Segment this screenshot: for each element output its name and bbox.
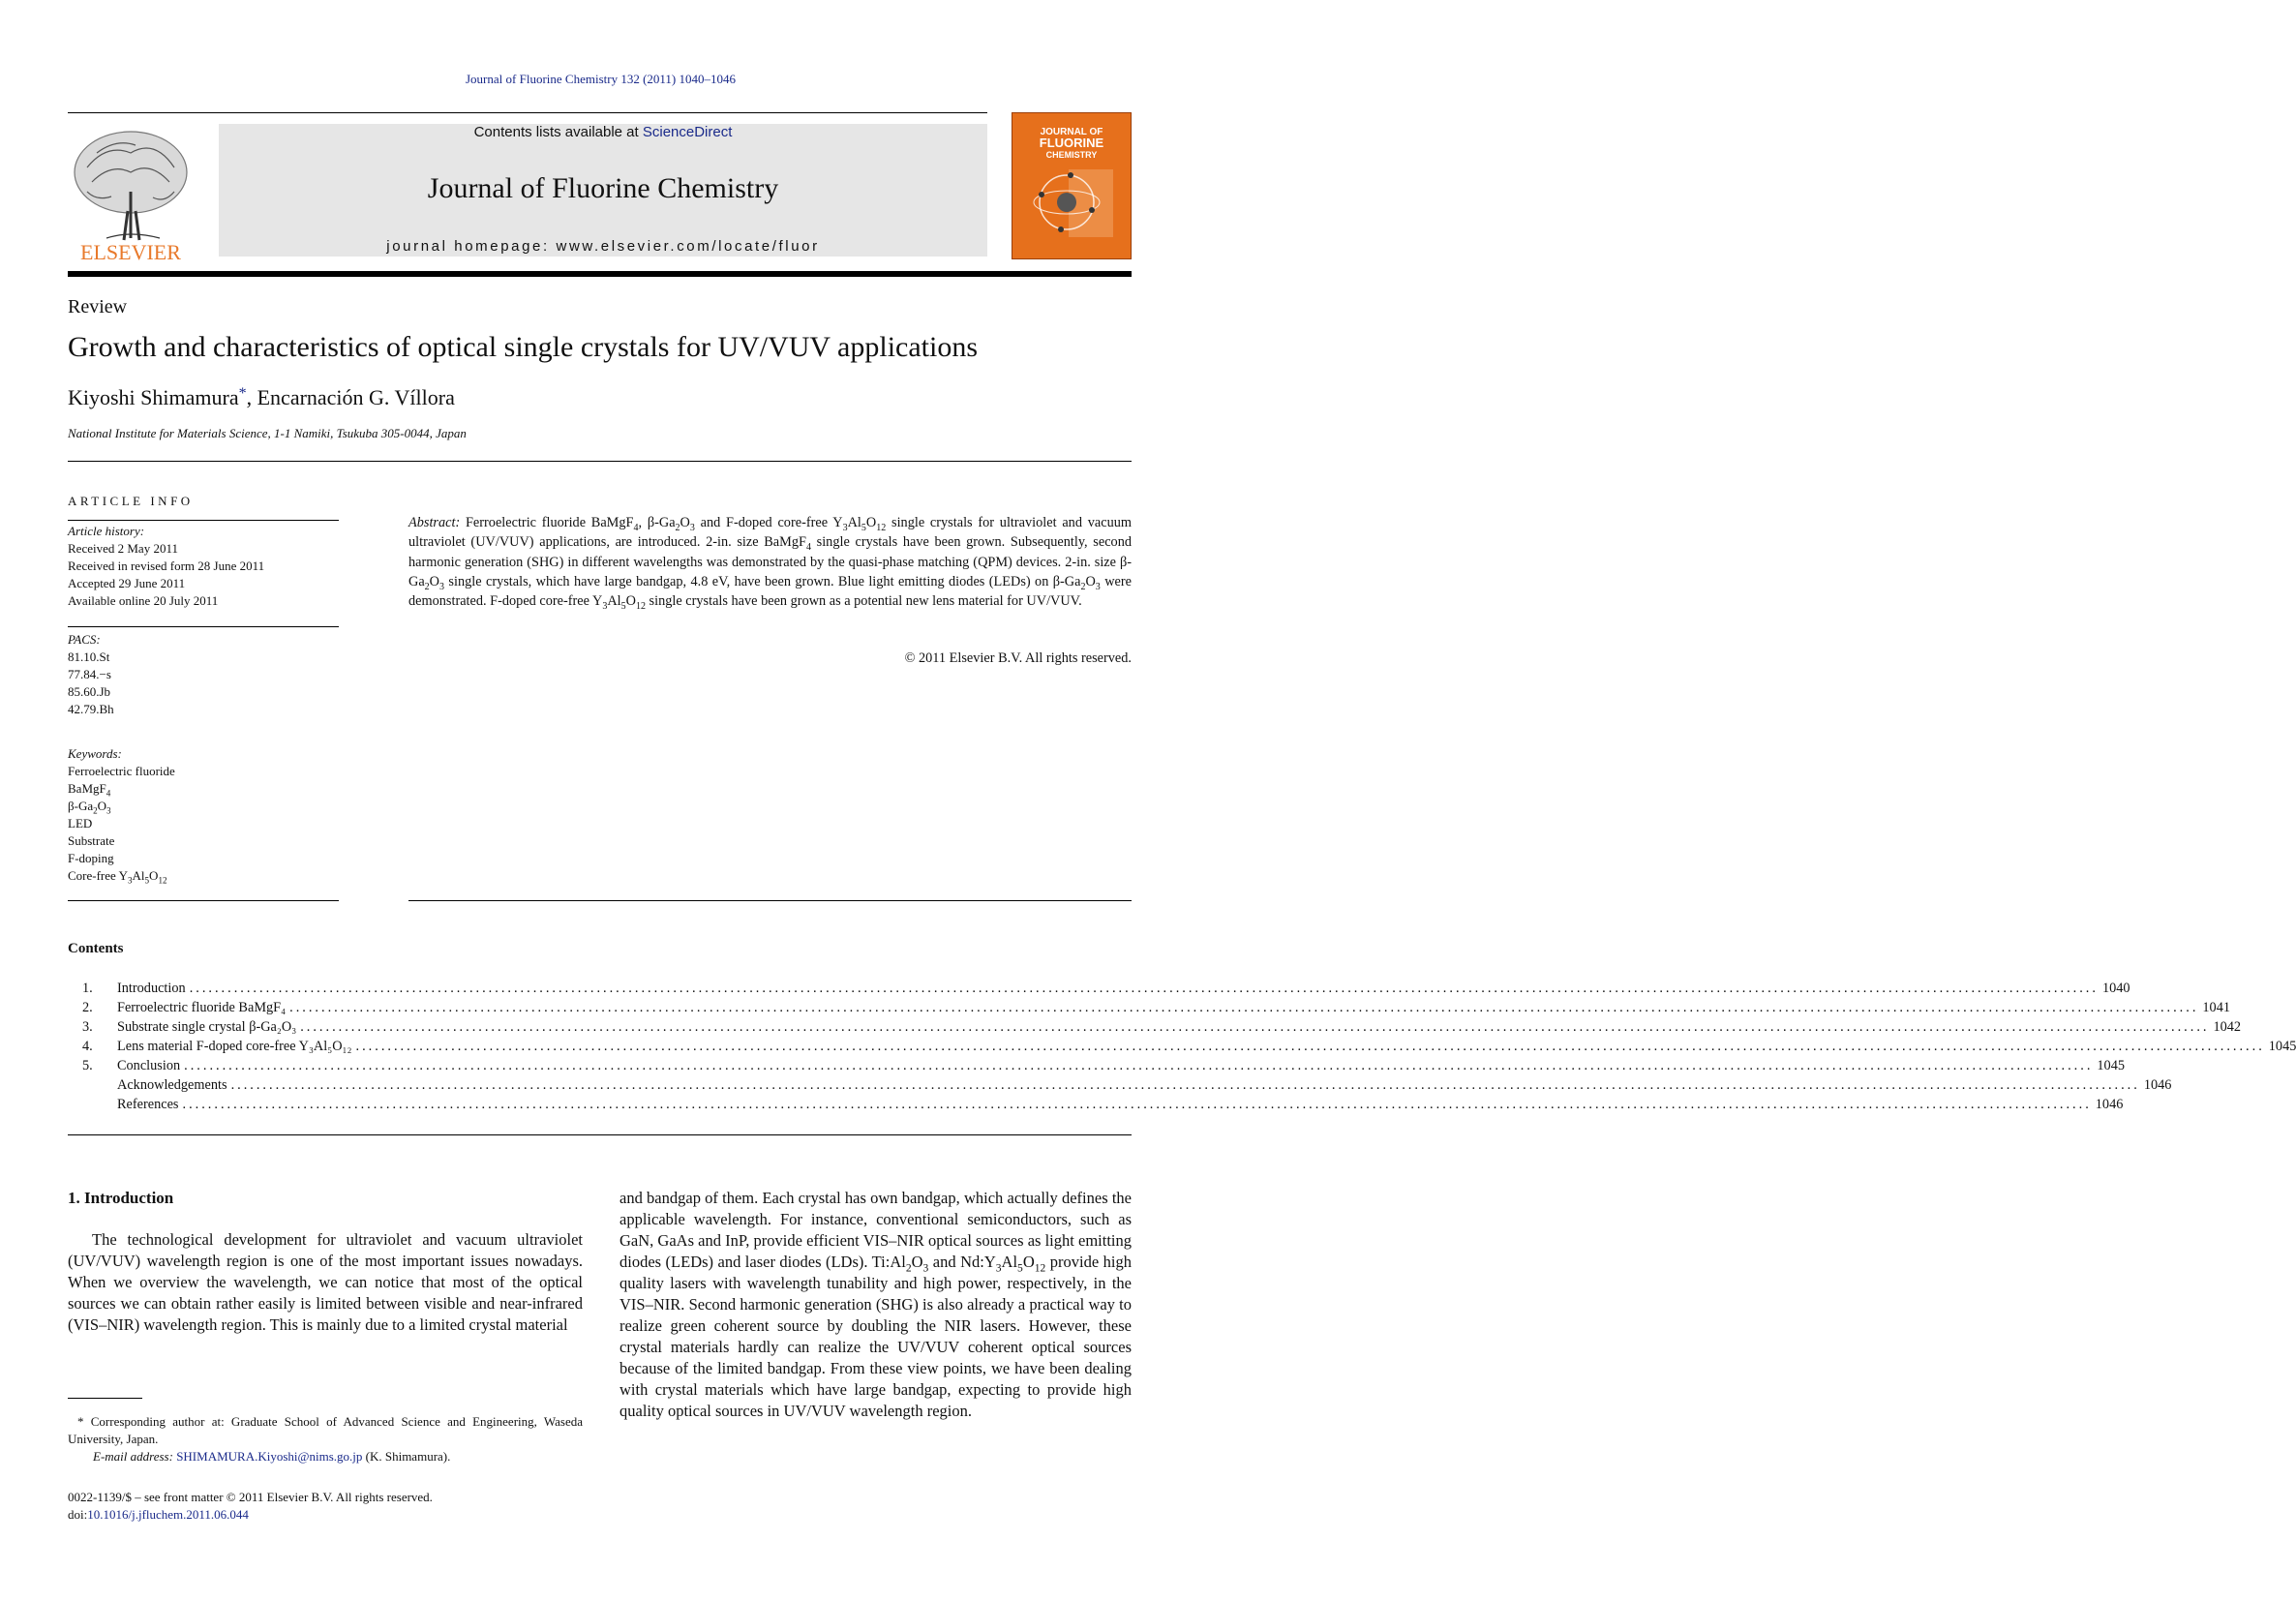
author-list <box>68 385 455 410</box>
keyword-list <box>68 745 175 885</box>
toc-entry[interactable] <box>68 1037 2296 1056</box>
toc-title[interactable]: Conclusion <box>117 1058 181 1073</box>
toc-entry[interactable] <box>68 979 2130 998</box>
toc-number: 1. <box>82 981 93 996</box>
body-paragraph: The technological development for ultraviolet and vacuum ultraviolet (UV/VUV) wavelength region is one of the most important issues nowadays. When we overview the wavelength, we can notice that most of the optical sources we can obtain rather easily is limited between visible and near-infrared (VIS–NIR) wavelength region. This is mainly due to a limited crystal material <box>68 1230 583 1334</box>
abstract-copyright: © 2011 Elsevier B.V. All rights reserved. <box>904 650 1132 666</box>
svg-text:ELSEVIER: ELSEVIER <box>80 240 181 264</box>
journal-cover-art <box>1012 113 1131 258</box>
pacs-list <box>68 631 114 718</box>
svg-text:JOURNAL OF: JOURNAL OF <box>1040 127 1103 137</box>
toc-page: 1040 <box>2101 981 2130 996</box>
pacs-item: 81.10.St <box>68 649 110 664</box>
sciencedirect-link[interactable]: ScienceDirect <box>642 124 733 140</box>
divider <box>68 900 339 901</box>
toc-title[interactable]: References <box>117 1097 179 1112</box>
journal-cover-image <box>1012 112 1132 259</box>
history-item: Received in revised form 28 June 2011 <box>68 559 265 573</box>
toc-entry[interactable] <box>68 1095 2124 1114</box>
divider <box>68 626 339 627</box>
journal-homepage[interactable]: journal homepage: www.elsevier.com/locate/fluor <box>386 238 820 255</box>
article-history <box>68 523 264 610</box>
contents-heading: Contents <box>68 941 124 956</box>
toc-number: 4. <box>82 1039 93 1054</box>
issn-line: 0022-1139/$ – see front matter © 2011 Elsevier B.V. All rights reserved. <box>68 1490 433 1504</box>
pacs-label: PACS: <box>68 632 101 647</box>
keyword-item: BaMgF$_4$ <box>68 781 111 799</box>
toc-leader: ............................................................................................................................................................................................................................................................................................................ <box>300 1019 2210 1035</box>
abstract-label: Abstract: <box>408 515 461 530</box>
contents-availability: Contents lists available at ScienceDirect <box>473 124 733 140</box>
divider <box>68 461 1132 462</box>
toc-number: 2. <box>82 1000 93 1015</box>
svg-text:FLUORINE: FLUORINE <box>1039 136 1104 150</box>
keyword-item: Ferroelectric fluoride <box>68 764 175 778</box>
affiliation: National Institute for Materials Science, 1-1 Namiki, Tsukuba 305-0044, Japan <box>68 426 467 440</box>
toc-title[interactable]: Substrate single crystal β-Ga₂O₃ <box>117 1019 297 1035</box>
author-name: Kiyoshi Shimamura <box>68 385 239 409</box>
toc-title[interactable]: Introduction <box>117 981 186 996</box>
body-paragraph: and bandgap of them. Each crystal has own bandgap, which actually defines the applicable wavelength. For instance, conventional semiconductors, such as GaN, GaAs and InP, provide efficient VIS–NIR optical sources as light emitting diodes (LEDs) and laser diodes (LDs). $Ti:Al_2O_3$ and $Nd:Y_3Al_5O_{12}$ provide high quality lasers with wavelength tunability and high power, respectively, in the VIS–NIR. Second harmonic generation (SHG) is also already a practical way to realize green coherent source by doubling the NIR lasers. However, these crystal materials hardly can realize the UV/VUV coherent optical sources because of the limited bandgap. From these view points, we have been dealing with crystal materials which have large bandgap, expecting to provide high quality optical sources in UV/VUV wavelength region. <box>619 1189 1132 1420</box>
toc-leader: ............................................................................................................................................................................................................................................................................................................ <box>189 981 2099 996</box>
email-line: E-mail address: SHIMAMURA.Kiyoshi@nims.go.jp (K. Shimamura). <box>93 1449 451 1464</box>
toc-number: 5. <box>82 1058 93 1073</box>
table-of-contents <box>68 979 2296 1114</box>
elsevier-tree-icon <box>68 124 194 262</box>
toc-page: 1041 <box>2202 1000 2230 1015</box>
toc-title[interactable]: Ferroelectric fluoride BaMgF₄ <box>117 1000 287 1015</box>
journal-banner <box>219 124 987 257</box>
keyword-item: Substrate <box>68 833 115 848</box>
history-label: Article history: <box>68 524 145 538</box>
footnote <box>68 1413 583 1465</box>
toc-entry[interactable] <box>68 998 2230 1017</box>
toc-entry[interactable] <box>68 1017 2242 1037</box>
header-rule <box>68 112 987 113</box>
toc-entry[interactable] <box>68 1075 2172 1095</box>
history-item: Accepted 29 June 2011 <box>68 576 186 590</box>
header-thick-rule <box>68 271 1132 277</box>
toc-leader: ............................................................................................................................................................................................................................................................................................................ <box>184 1058 2094 1073</box>
toc-leader: ............................................................................................................................................................................................................................................................................................................ <box>230 1077 2140 1093</box>
toc-title[interactable]: Lens material F-doped core-free Y₃Al₅O₁₂ <box>117 1039 352 1054</box>
keywords-label: Keywords: <box>68 746 122 761</box>
pacs-item: 77.84.−s <box>68 667 111 681</box>
history-item: Available online 20 July 2011 <box>68 593 219 608</box>
article-title: Growth and characteristics of optical single crystals for UV/VUV applications <box>68 331 979 363</box>
pacs-item: 42.79.Bh <box>68 702 114 716</box>
toc-page: 1046 <box>2095 1097 2124 1112</box>
keyword-item: LED <box>68 816 93 831</box>
svg-text:CHEMISTRY: CHEMISTRY <box>1045 150 1098 160</box>
toc-leader: ............................................................................................................................................................................................................................................................................................................ <box>355 1039 2265 1054</box>
keyword-item: $\beta-Ga_2O_3$ <box>68 799 111 816</box>
journal-title: Journal of Fluorine Chemistry <box>427 172 779 204</box>
section-heading: 1. Introduction <box>68 1189 174 1207</box>
toc-page: 1046 <box>2143 1077 2172 1093</box>
history-item: Received 2 May 2011 <box>68 541 178 556</box>
doi-line: doi:10.1016/j.jfluchem.2011.06.044 <box>68 1507 249 1522</box>
corresponding-author-marker[interactable]: * <box>238 385 247 402</box>
journal-citation[interactable]: Journal of Fluorine Chemistry 132 (2011) 1040–1046 <box>466 72 736 86</box>
front-matter <box>68 1489 433 1524</box>
divider <box>68 520 339 521</box>
doi-link[interactable]: 10.1016/j.jfluchem.2011.06.044 <box>87 1507 249 1522</box>
toc-leader: ............................................................................................................................................................................................................................................................................................................ <box>289 1000 2199 1015</box>
divider <box>68 1134 1132 1135</box>
toc-title[interactable]: Acknowledgements <box>117 1077 227 1093</box>
toc-entry[interactable] <box>68 1056 2125 1075</box>
author-name: , Encarnación G. Víllora <box>246 385 455 409</box>
abstract-text: Abstract: Ferroelectric fluoride BaMgF$_4$, $\beta-Ga_2O_3$ and F-doped core-free $Y_3Al_5O_{12}$ single crystals for ultraviolet and vacuum ultraviolet (UV/VUV) applications, are introduced. 2-in. size BaMgF$_4$ single crystals have been grown. Subsequently, second harmonic generation (SHG) in different wavelengths was demonstrated by the quasi-phase matching (QPM) devices. 2-in. size $\beta-Ga_2O_3$ single crystals, which have large bandgap, 4.8 eV, have been grown. Blue light emitting diodes (LEDs) on $\beta-Ga_2O_3$ were demonstrated. F-doped core-free $Y_3Al_5O_{12}$ single crystals have been grown as a potential new lens material for UV/VUV. <box>408 515 1132 613</box>
divider <box>408 900 1132 901</box>
toc-page: 1045 <box>2268 1039 2296 1054</box>
keyword-item: Core-free $Y_3Al_5O_{12}$ <box>68 868 167 886</box>
author-email-link[interactable]: SHIMAMURA.Kiyoshi@nims.go.jp <box>176 1449 363 1464</box>
article-type: Review <box>68 296 128 317</box>
toc-page: 1042 <box>2213 1019 2242 1035</box>
keyword-item: F-doping <box>68 851 114 865</box>
toc-number: 3. <box>82 1019 93 1035</box>
article-info-heading: ARTICLE INFO <box>68 494 194 508</box>
toc-leader: ............................................................................................................................................................................................................................................................................................................ <box>182 1097 2092 1112</box>
pacs-item: 85.60.Jb <box>68 684 111 699</box>
toc-page: 1045 <box>2097 1058 2125 1073</box>
footnote-rule <box>68 1398 142 1399</box>
corresponding-author-note: * Corresponding author at: Graduate School of Advanced Science and Engineering, Waseda University, Japan. <box>68 1414 583 1446</box>
elsevier-logo <box>68 124 194 262</box>
